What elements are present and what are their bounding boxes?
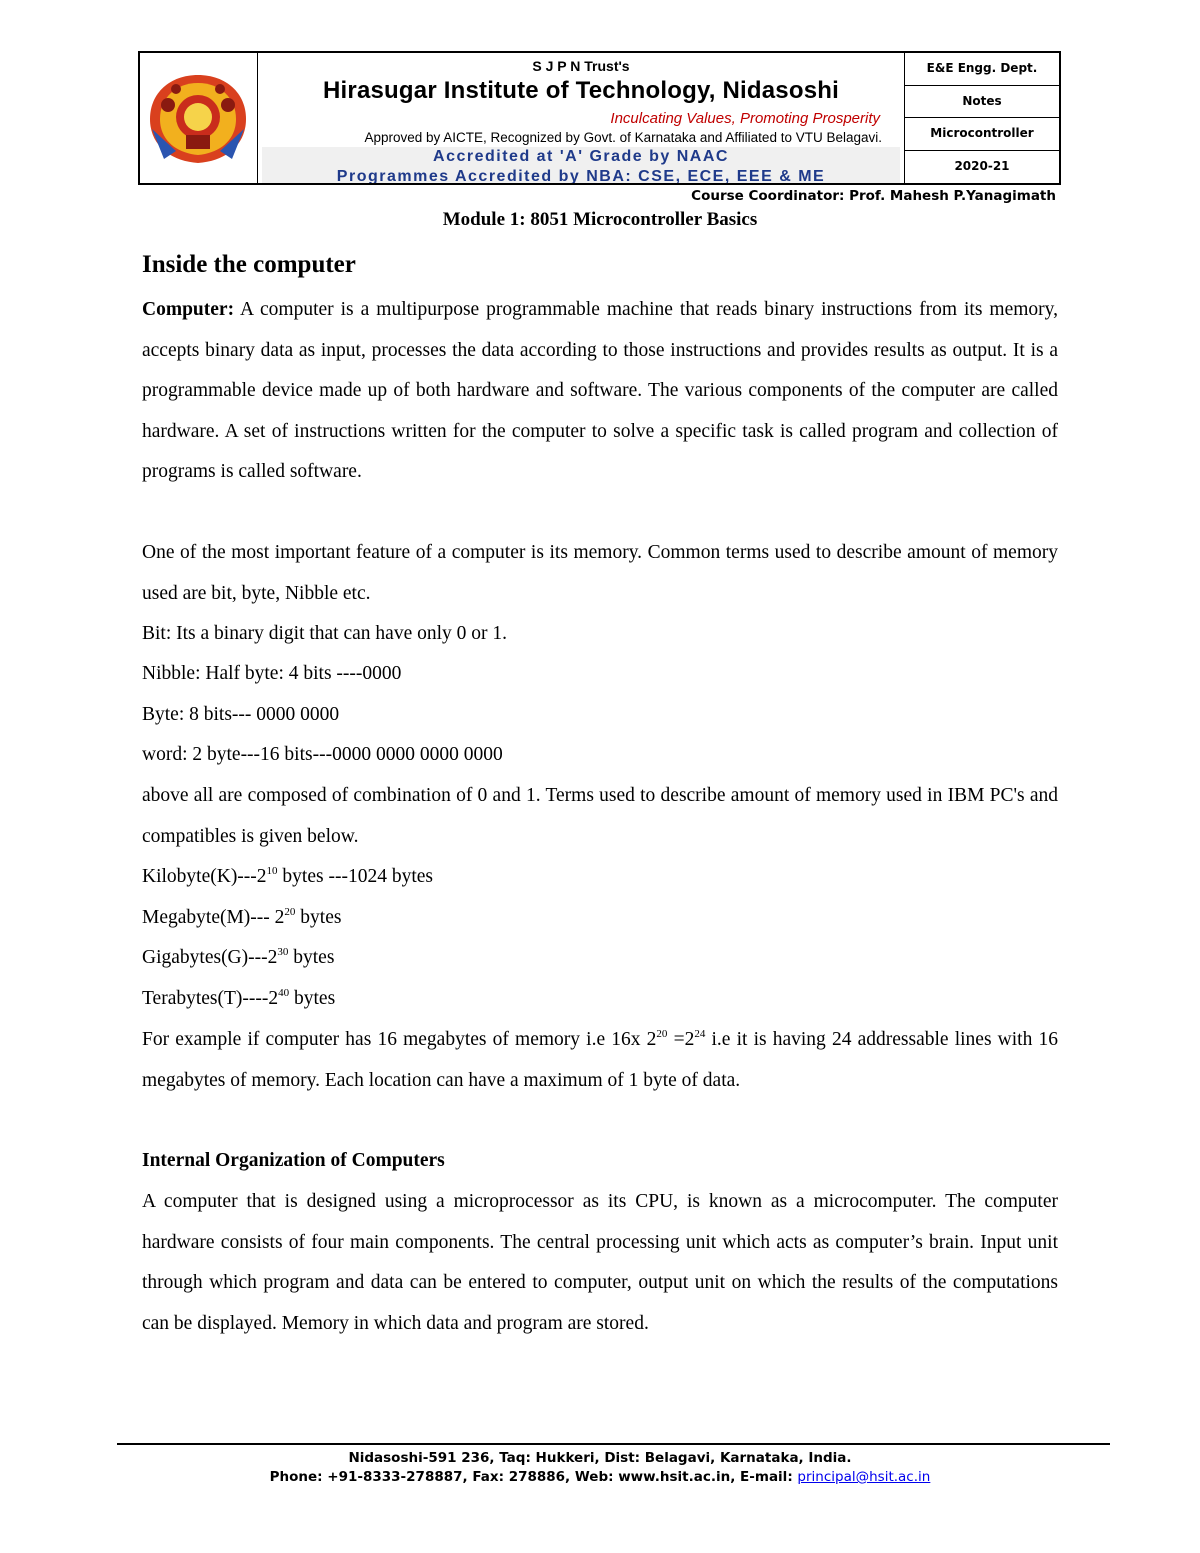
footer-contact: Phone: +91-8333-278887, Fax: 278886, Web: www.hsit.ac.in, E-mail: principal@hsit.ac.in (269, 1469, 931, 1485)
example-paragraph: For example if computer has 16 megabytes of memory i.e 16x $2^{20} =2^{24}$ i.e it is having 24 addressable lines with 16 megabytes of memory. Each location can have a maximum of 1 byte of data. (142, 1028, 1059, 1091)
footer-divider (117, 1443, 1110, 1445)
computer-paragraph (142, 290, 1058, 493)
nba-accreditation: Programmes Accredited by NBA: CSE, ECE, EEE & ME (336, 168, 826, 183)
logo-cell (140, 53, 258, 183)
section-heading: Inside the computer (142, 251, 356, 278)
email-link[interactable]: principal@hsit.ac.in (797, 1469, 931, 1485)
memory-paragraph: One of the most important feature of a computer is its memory. Common terms used to describe amount of memory used are bit, byte, Nibble etc. (142, 542, 1058, 604)
above-paragraph: above all are composed of combination of 0 and 1. Terms used to describe amount of memory used in IBM PC's and compatibles is given below. (142, 785, 1058, 847)
footer-address: Nidasoshi-591 236, Taq: Hukkeri, Dist: Belagavi, Karnataka, India. (348, 1450, 852, 1466)
department: E&E Engg. Dept. (905, 53, 1059, 86)
byte-line: Byte: 8 bits--- 0000 0000 (142, 704, 340, 725)
organization-paragraph: A computer that is designed using a microprocessor as its CPU, is known as a microcomputer. The computer hardware consists of four main components. The central processing unit which acts as computer’s brain. Input unit through which program and data can be entered to computer, output unit on which the results of the computations can be displayed. Memory in which data and program are stored. (142, 1191, 1058, 1334)
approval-statement: Approved by AICTE, Recognized by Govt. of Karnataka and Affiliated to VTU Belagavi. (364, 130, 882, 145)
organization-heading: Internal Organization of Computers (142, 1150, 445, 1171)
kilobyte-line: $Kilobyte(K)---2^{10}$ bytes ---1024 bytes (142, 865, 433, 887)
word-line: word: 2 byte---16 bits---0000 0000 0000 0000 (142, 744, 503, 765)
naac-accreditation: Accredited at 'A' Grade by NAAC (433, 148, 729, 165)
terabyte-line: $Terabytes(T)----2^{40}$ bytes (142, 987, 336, 1009)
document-type: Notes (905, 86, 1059, 119)
institute-emblem-icon (146, 71, 250, 167)
trust-name: S J P N Trust's (532, 58, 630, 74)
subject: Microcontroller (905, 118, 1059, 151)
module-title: Module 1: 8051 Microcontroller Basics (442, 209, 758, 230)
computer-text: A computer is a multipurpose programmable machine that reads binary instructions from its memory, accepts binary data as input, processes the data according to those instructions and provides results as output. It is a programmable device made up of both hardware and software. The various components of the computer are called hardware. A set of instructions written for the computer to solve a specific task is called program and collection of programs is called software. (142, 299, 1058, 482)
nibble-line: Nibble: Half byte: 4 bits ----0000 (142, 663, 402, 684)
gigabyte-line: $Gigabytes(G)---2^{30}$ bytes (142, 946, 335, 968)
header-box (138, 51, 1061, 185)
megabyte-line: Megabyte(M)--- $2^{20}$ bytes (142, 906, 342, 928)
institute-name: Hirasugar Institute of Technology, Nidasoshi (323, 77, 839, 104)
course-coordinator: Course Coordinator: Prof. Mahesh P.Yanagimath (691, 188, 1056, 204)
academic-year: 2020-21 (954, 158, 1010, 173)
institute-motto: Inculcating Values, Promoting Prosperity (610, 110, 880, 127)
doc-meta (904, 53, 1059, 183)
bit-line: Bit: Its a binary digit that can have only 0 or 1. (142, 623, 508, 644)
computer-label: Computer: (142, 299, 235, 320)
